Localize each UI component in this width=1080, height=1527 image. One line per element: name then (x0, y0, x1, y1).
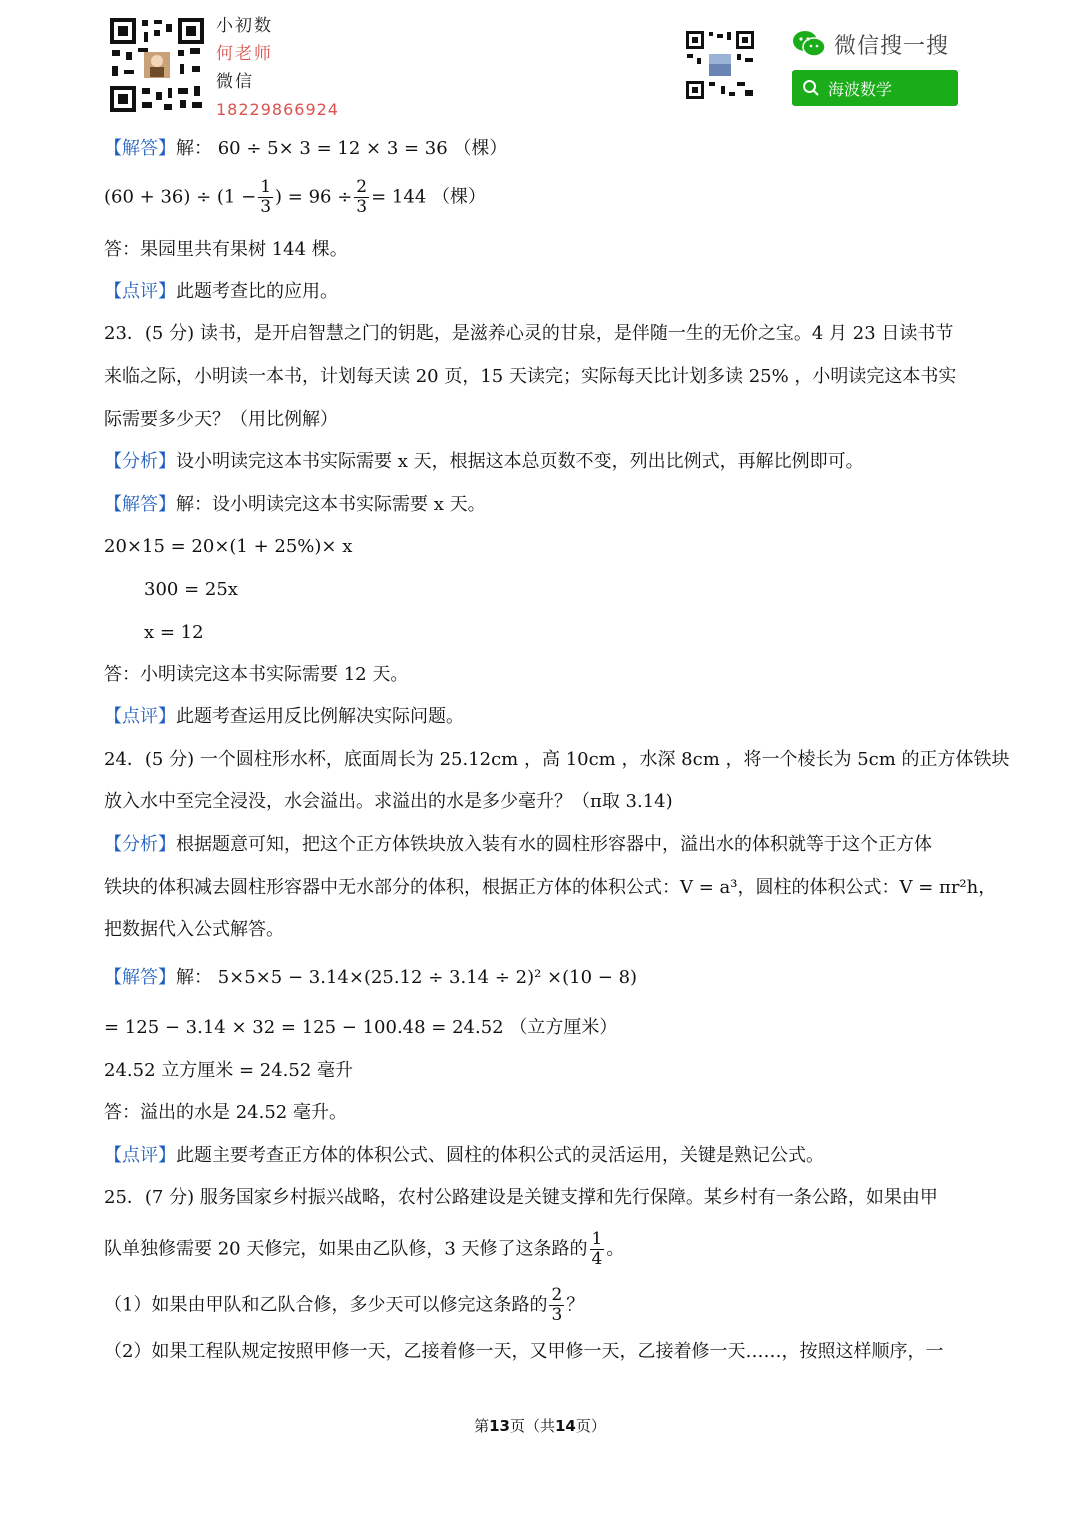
page-number: 13 (489, 1417, 510, 1435)
question-23-line-3: 际需要多少天？（用比例解） (104, 409, 338, 430)
page-total: 14 (555, 1417, 576, 1435)
tag-comment: 【点评】 (104, 706, 176, 727)
equation-23-3: x = 12 (144, 622, 204, 643)
answer-22-line-1: 【解答】解： 60 ÷ 5× 3 = 12 × 3 = 36 （棵） (104, 138, 508, 159)
equation-23-1: 20×15 = 20×(1 + 25%)× x (104, 536, 353, 557)
answer-22-conclusion: 答：果园里共有果树 144 棵。 (104, 239, 348, 260)
page-footer: 第13页（共14页） (474, 1417, 606, 1435)
equation-23-2: 300 = 25x (144, 579, 238, 600)
wechat-search-button[interactable] (792, 70, 958, 106)
tag-answer: 【解答】 (104, 967, 176, 988)
tag-answer: 【解答】 (104, 138, 176, 159)
comment-24: 【点评】此题主要考查正方体的体积公式、圆柱的体积公式的灵活运用，关键是熟记公式。 (104, 1145, 824, 1166)
answer-22-line-2: (60 + 36) ÷ (1 − $\frac{1}{3}$ ) = 96 ÷ $\frac{2}{3}$ = 144 （棵） (104, 177, 486, 217)
tag-analysis: 【分析】 (104, 451, 176, 472)
answer-24: 【解答】解： 5×5×5 − 3.14×(25.12 ÷ 3.14 ÷ 2)² ×(10 − 8) (104, 967, 638, 988)
contact-info (216, 12, 339, 124)
contact-phone[interactable]: 18229866924 (216, 100, 339, 119)
question-24-line-1: 24．(5 分) 一个圆柱形水杯，底面周长为 25.12cm ，高 10cm ，水深 8cm ，将一个棱长为 5cm 的正方体铁块 (104, 749, 1010, 770)
analysis-24-line-3: 把数据代入公式解答。 (104, 919, 284, 940)
question-23-line-2: 来临之际，小明读一本书，计划每天读 20 页，15 天读完；实际每天比计划多读 25% ，小明读完这本书实 (104, 366, 957, 387)
contact-name: 何老师 (216, 44, 273, 64)
question-25-part-2: （2）如果工程队规定按照甲修一天，乙接着修一天，又甲修一天，乙接着修一天……，按照这样顺序，一 (104, 1341, 944, 1362)
fraction: $\frac{1}{4}$ (591, 1229, 603, 1269)
qr-code-wechat[interactable] (685, 30, 755, 100)
comment-22: 【点评】此题考查比的应用。 (104, 281, 338, 302)
tag-answer: 【解答】 (104, 494, 176, 515)
contact-title: 小初数 (216, 16, 273, 36)
equation-24-3: 24.52 立方厘米 = 24.52 毫升 (104, 1060, 354, 1081)
question-24-line-2: 放入水中至完全浸没，水会溢出。求溢出的水是多少毫升？（π取 3.14) (104, 791, 673, 812)
analysis-24-line-2: 铁块的体积减去圆柱形容器中无水部分的体积，根据正方体的体积公式：V = a³，圆柱的体积公式：V = πr²h， (104, 877, 997, 898)
wechat-logo-icon (792, 29, 826, 59)
wechat-search-widget (792, 26, 958, 106)
equation-24-2: = 125 − 3.14 × 32 = 125 − 100.48 = 24.52 （立方厘米） (104, 1017, 618, 1038)
question-25-line-2: 队单独修需要 20 天修完，如果由乙队修，3 天修了这条路的 $\frac{1}{4}$ 。 (104, 1229, 625, 1269)
tag-comment: 【点评】 (104, 281, 176, 302)
contact-wechat-label: 微信 (216, 72, 254, 92)
comment-23: 【点评】此题考查运用反比例解决实际问题。 (104, 706, 464, 727)
question-25-part-1: （1）如果由甲队和乙队合修，多少天可以修完这条路的 $\frac{2}{3}$ ？ (104, 1285, 585, 1325)
answer-24-conclusion: 答：溢出的水是 24.52 毫升。 (104, 1102, 347, 1123)
qr-code-teacher[interactable] (108, 16, 206, 114)
tag-analysis: 【分析】 (104, 834, 176, 855)
fraction: $\frac{2}{3}$ (551, 1285, 563, 1325)
wechat-search-button-label: 海波数学 (828, 79, 893, 99)
page-header (0, 0, 1080, 125)
analysis-24-line-1: 【分析】根据题意可知，把这个正方体铁块放入装有水的圆柱形容器中，溢出水的体积就等于这个正方体 (104, 834, 932, 855)
fraction: $\frac{1}{3}$ (260, 177, 272, 217)
answer-23: 【解答】解：设小明读完这本书实际需要 x 天。 (104, 494, 486, 515)
search-icon (802, 79, 820, 97)
question-25-line-1: 25．(7 分) 服务国家乡村振兴战略，农村公路建设是关键支撑和先行保障。某乡村有一条公路，如果由甲 (104, 1187, 938, 1208)
fraction: $\frac{2}{3}$ (356, 177, 368, 217)
wechat-search-text: 微信搜一搜 (834, 33, 950, 59)
question-23-line-1: 23．(5 分) 读书，是开启智慧之门的钥匙，是滋养心灵的甘泉，是伴随一生的无价之宝。4 月 23 日读书节 (104, 323, 954, 344)
tag-comment: 【点评】 (104, 1145, 176, 1166)
analysis-23: 【分析】设小明读完这本书实际需要 x 天，根据这本总页数不变，列出比例式，再解比例即可。 (104, 451, 864, 472)
answer-23-conclusion: 答：小明读完这本书实际需要 12 天。 (104, 664, 409, 685)
